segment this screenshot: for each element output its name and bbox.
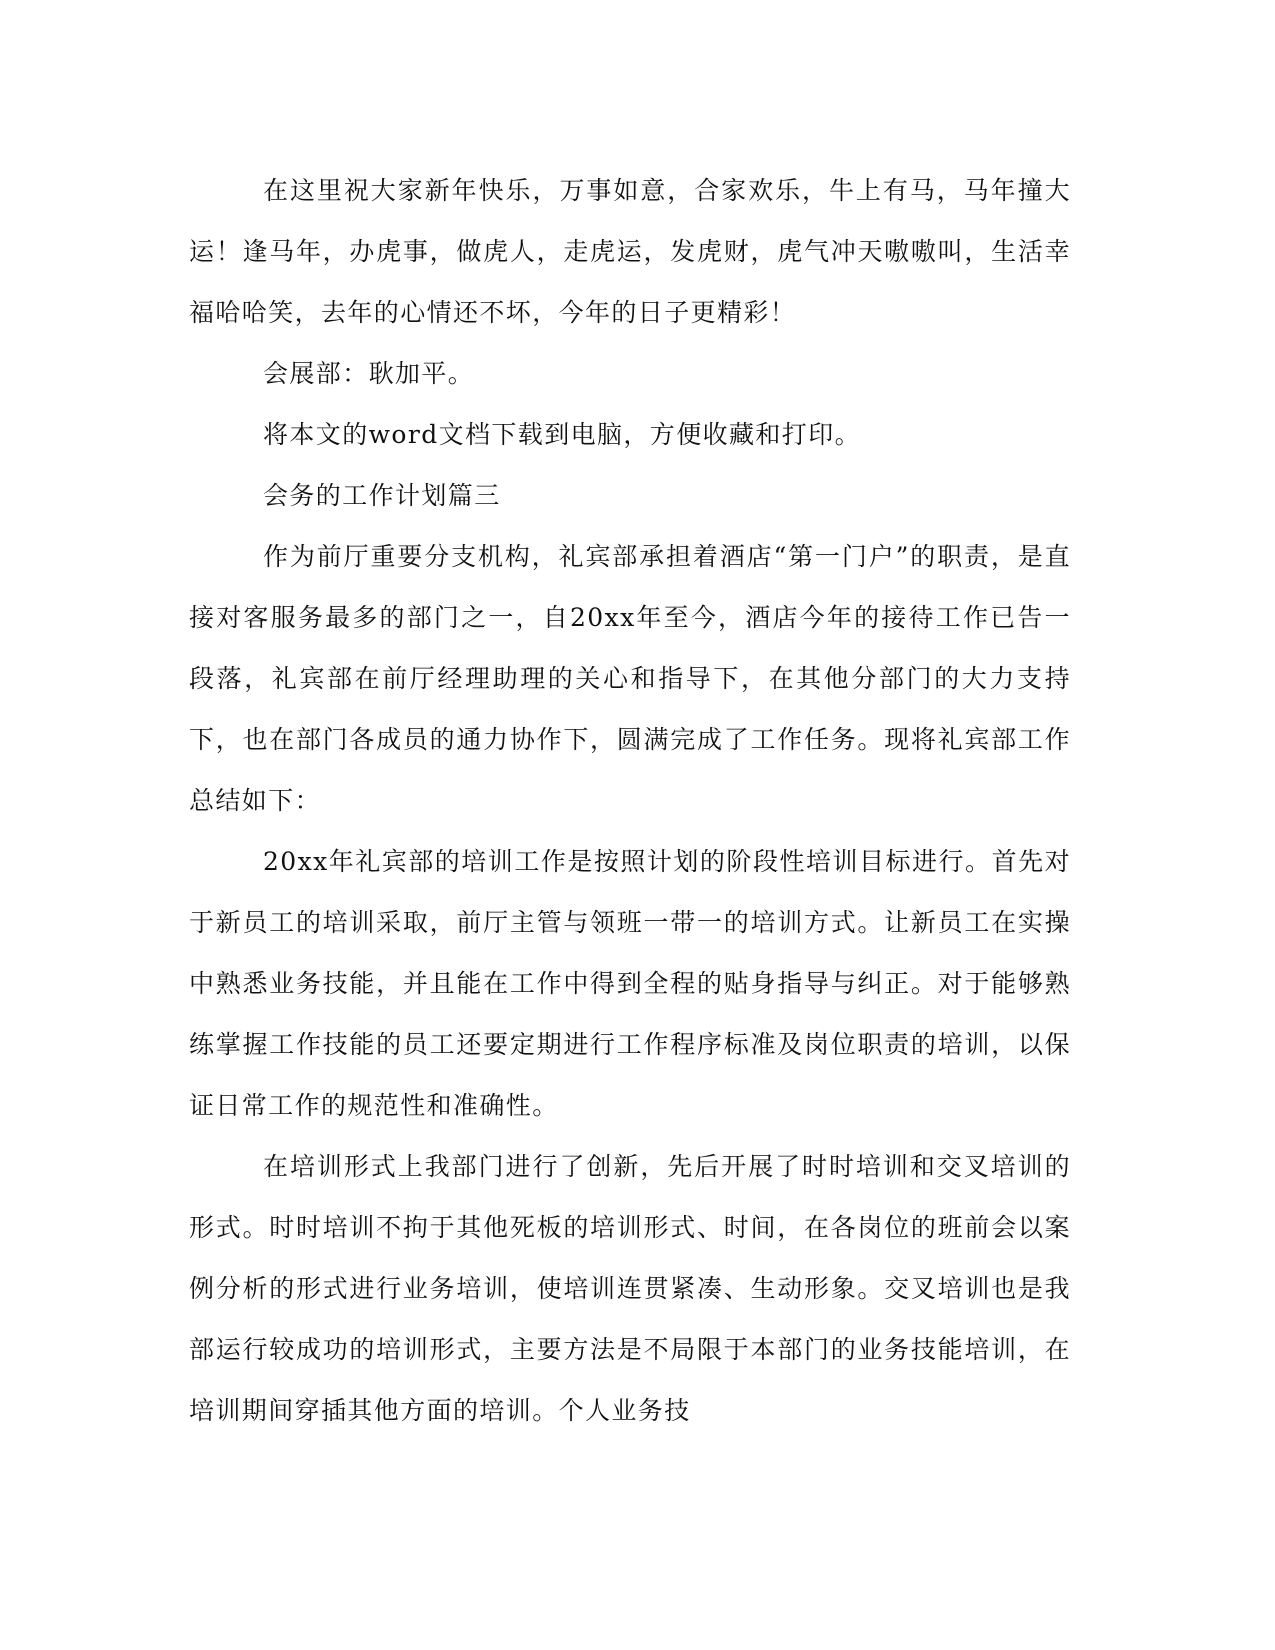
paragraph-training: 20xx年礼宾部的培训工作是按照计划的阶段性培训目标进行。首先对于新员工的培训采取，前厅主管与领班一带一的培训方式。让新员工在实操中熟悉业务技能，并且能在工作中得到全程的贴身指导与纠正。对于能够熟练掌握工作技能的员工还要定期进行工作程序标准及岗位职责的培训，以保证日常工作的规范性和准确性。 xyxy=(189,847,1071,1120)
paragraph-new-year-greeting: 在这里祝大家新年快乐，万事如意，合家欢乐，牛上有马，马年撞大运！逢马年，办虎事，做虎人，走虎运，发虎财，虎气冲天嗷嗷叫，生活幸福哈哈笑，去年的心情还不坏，今年的日子更精彩！ xyxy=(189,176,1071,327)
paragraph-signature: 会展部：耿加平。 xyxy=(263,359,475,388)
paragraph-download-note: 将本文的word文档下载到电脑，方便收藏和打印。 xyxy=(263,420,862,449)
section-heading: 会务的工作计划篇三 xyxy=(263,481,501,510)
document-body xyxy=(189,160,1071,1441)
paragraph-training-forms: 在培训形式上我部门进行了创新，先后开展了时时培训和交叉培训的形式。时时培训不拘于其他死板的培训形式、时间，在各岗位的班前会以案例分析的形式进行业务培训，使培训连贯紧凑、生动形象。交叉培训也是我部运行较成功的培训形式，主要方法是不局限于本部门的业务技能培训，在培训期间穿插其他方面的培训。个人业务技 xyxy=(189,1152,1071,1425)
paragraph-intro: 作为前厅重要分支机构，礼宾部承担着酒店“第一门户”的职责，是直接对客服务最多的部门之一，自20xx年至今，酒店今年的接待工作已告一段落，礼宾部在前厅经理助理的关心和指导下，在其他分部门的大力支持下，也在部门各成员的通力协作下，圆满完成了工作任务。现将礼宾部工作总结如下： xyxy=(189,542,1071,815)
